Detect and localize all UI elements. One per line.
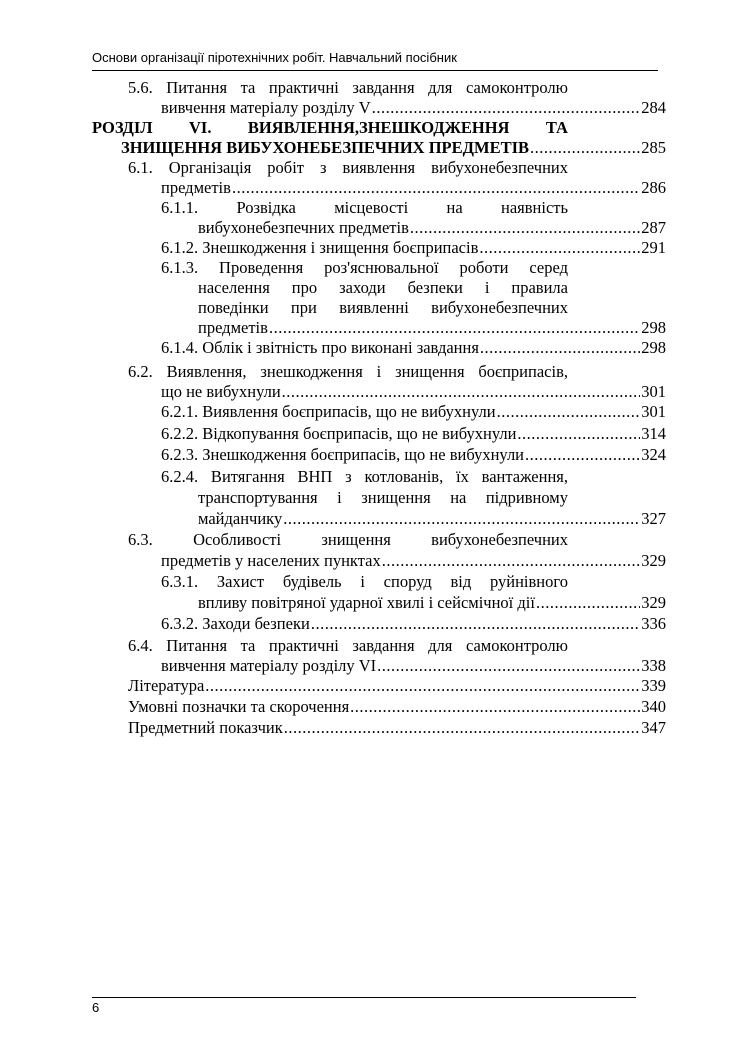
toc-entry-label: 6.1.4. Облік і звітність про виконані завдання — [161, 338, 479, 357]
toc-chapter-6-line1 — [92, 118, 568, 138]
dot-leader — [377, 656, 640, 676]
toc-page-number: 324 — [641, 445, 666, 464]
toc-entry-6-3-1-line1: 6.3.1. Захист будівель і споруд від руйнівного — [161, 572, 568, 591]
running-header: Основи організації піротехнічних робіт. Навчальний посібник — [92, 49, 658, 71]
toc-entry-6-2-4[interactable] — [198, 509, 666, 529]
toc-entry-label: впливу повітряної ударної хвилі і сейсмічної дії — [198, 593, 535, 612]
toc-page-number: 287 — [641, 218, 666, 237]
dot-leader — [410, 218, 640, 238]
toc-entry-6-1-2[interactable] — [161, 238, 666, 258]
toc-entry-label: що не вибухнули — [161, 382, 281, 401]
toc-entry-label: Література — [128, 676, 205, 695]
toc-page-number: 301 — [641, 402, 666, 421]
dot-leader — [382, 551, 641, 571]
toc-page-number: 286 — [641, 178, 666, 197]
toc-page-number: 339 — [641, 676, 666, 695]
toc-entry-6-3-line1: 6.3. Особливості знищення вибухонебезпечних — [128, 530, 568, 549]
chapter-word: VI. — [188, 118, 212, 137]
toc-entry-6-3[interactable] — [161, 551, 666, 571]
toc-entry-label: Умовні позначки та скорочення — [128, 697, 350, 716]
toc-page-number: 314 — [641, 424, 666, 443]
toc-page-number: 298 — [641, 318, 666, 337]
toc-entry-6-1-1-line1: 6.1.1. Розвідка місцевості на наявність — [161, 198, 568, 217]
toc-entry-6-1-3-line2: населення про заходи безпеки і правила — [198, 278, 568, 297]
toc-entry-6-2-3[interactable] — [161, 445, 666, 465]
toc-entry-6-3-1[interactable] — [198, 593, 666, 613]
toc-entry-label: 6.2.2. Відкопування боєприпасів, що не вибухнули — [161, 424, 517, 443]
dot-leader — [284, 718, 640, 738]
dot-leader — [536, 593, 640, 613]
dot-leader — [480, 338, 640, 358]
toc-page-number: 338 — [641, 656, 666, 675]
chapter-word: ТА — [545, 118, 568, 137]
page-footer — [92, 997, 636, 1016]
toc-entry-6-4-line1: 6.4. Питання та практичні завдання для самоконтролю — [128, 636, 568, 655]
toc-page-number: 329 — [641, 551, 666, 570]
toc-entry-label: предметів — [198, 318, 268, 337]
toc-entry-label: вивчення матеріалу розділу VI — [161, 656, 377, 675]
dot-leader — [530, 138, 640, 158]
toc-entry-subject-index[interactable] — [128, 718, 666, 738]
toc-entry-label: майданчику — [198, 509, 283, 528]
dot-leader — [479, 238, 640, 258]
toc-page-number: 340 — [641, 697, 666, 716]
toc-entry-5-6-line1: 5.6. Питання та практичні завдання для самоконтролю — [128, 78, 568, 97]
toc-page-number: 329 — [641, 593, 666, 612]
toc-entry-literature[interactable] — [128, 676, 666, 696]
toc-entry-6-1-3-line1: 6.1.3. Проведення роз'яснювальної роботи серед — [161, 258, 568, 277]
toc-page-number: 347 — [641, 718, 666, 737]
dot-leader — [497, 402, 641, 422]
toc-chapter-6[interactable] — [121, 138, 666, 158]
toc-entry-6-4[interactable] — [161, 656, 666, 676]
toc-entry-abbreviations[interactable] — [128, 697, 666, 717]
toc-entry-label: 6.1.2. Знешкодження і знищення боєприпасів — [161, 238, 479, 257]
toc-page-number: 298 — [641, 338, 666, 357]
toc-entry-label: вибухонебезпечних предметів — [198, 218, 409, 237]
chapter-word: РОЗДІЛ — [92, 118, 153, 137]
toc-entry-6-1[interactable] — [161, 178, 666, 198]
toc-entry-6-3-2[interactable] — [161, 614, 666, 634]
toc-entry-label: 6.2.1. Виявлення боєприпасів, що не вибухнули — [161, 402, 496, 421]
toc-entry-6-2-2[interactable] — [161, 424, 666, 444]
toc-entry-6-1-3[interactable] — [198, 318, 666, 338]
toc-page-number: 327 — [641, 509, 666, 528]
toc-page-number: 284 — [641, 98, 666, 117]
toc-page-number: 301 — [641, 382, 666, 401]
toc-entry-label: Предметний показчик — [128, 718, 283, 737]
toc-entry-6-1-4[interactable] — [161, 338, 666, 358]
dot-leader — [350, 697, 640, 717]
toc-entry-6-1-line1: 6.1. Організація робіт з виявлення вибухонебезпечних — [128, 158, 568, 177]
toc-page-number: 336 — [641, 614, 666, 633]
toc-entry-label: 6.2.3. Знешкодження боєприпасів, що не вибухнули — [161, 445, 525, 464]
toc-entry-6-2-4-line1: 6.2.4. Витягання ВНП з котлованів, їх вантаження, — [161, 467, 568, 486]
toc-entry-label: предметів у населених пунктах — [161, 551, 381, 570]
toc-entry-6-1-1[interactable] — [198, 218, 666, 238]
toc-entry-6-1-3-line3: поведінки при виявленні вибухонебезпечних — [198, 298, 568, 317]
chapter-word: ВИЯВЛЕННЯ,ЗНЕШКОДЖЕННЯ — [247, 118, 510, 137]
toc-entry-6-2-1[interactable] — [161, 402, 666, 422]
dot-leader — [205, 676, 640, 696]
toc-entry-6-2-4-line2: транспортування і знищення на підривному — [198, 488, 568, 507]
dot-leader — [311, 614, 640, 634]
toc-page-number: 285 — [641, 138, 666, 157]
dot-leader — [517, 424, 640, 444]
dot-leader — [525, 445, 640, 465]
page-number: 6 — [92, 1000, 100, 1015]
toc-entry-6-2-line1: 6.2. Виявлення, знешкодження і знищення боєприпасів, — [128, 362, 568, 381]
dot-leader — [283, 509, 640, 529]
toc-entry-label: предметів — [161, 178, 231, 197]
toc-entry-6-2[interactable] — [161, 382, 666, 402]
dot-leader — [269, 318, 640, 338]
dot-leader — [232, 178, 640, 198]
dot-leader — [282, 382, 641, 402]
toc-entry-label: 6.3.2. Заходи безпеки — [161, 614, 310, 633]
toc-entry-5-6[interactable] — [161, 98, 666, 118]
dot-leader — [372, 98, 641, 118]
toc-page-number: 291 — [641, 238, 666, 257]
toc-entry-label: ЗНИЩЕННЯ ВИБУХОНЕБЕЗПЕЧНИХ ПРЕДМЕТІВ — [121, 138, 530, 157]
toc-entry-label: вивчення матеріалу розділу V — [161, 98, 371, 117]
